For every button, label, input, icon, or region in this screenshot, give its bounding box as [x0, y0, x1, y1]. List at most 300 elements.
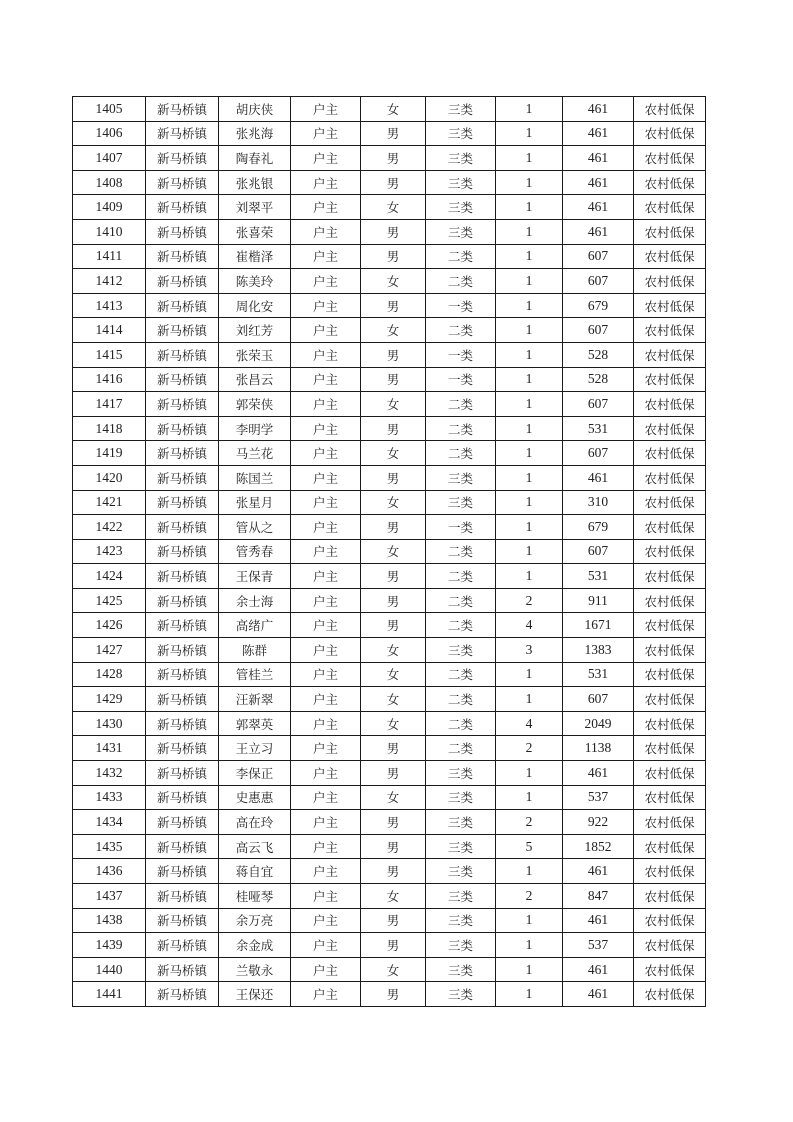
cell-relation: 户主 — [291, 662, 361, 687]
cell-household-size: 3 — [496, 638, 563, 663]
table-row — [73, 933, 706, 958]
cell-serial-number: 1414 — [73, 318, 146, 343]
cell-name: 余金成 — [219, 933, 291, 958]
cell-serial-number: 1440 — [73, 957, 146, 982]
cell-town: 新马桥镇 — [146, 908, 219, 933]
cell-name: 刘红芳 — [219, 318, 291, 343]
cell-household-size: 5 — [496, 834, 563, 859]
cell-relief-type: 农村低保 — [634, 342, 706, 367]
cell-relief-type: 农村低保 — [634, 588, 706, 613]
cell-gender: 女 — [361, 490, 426, 515]
cell-amount: 607 — [563, 687, 634, 712]
cell-serial-number: 1439 — [73, 933, 146, 958]
cell-relation: 户主 — [291, 957, 361, 982]
cell-serial-number: 1429 — [73, 687, 146, 712]
cell-gender: 女 — [361, 441, 426, 466]
cell-relation: 户主 — [291, 293, 361, 318]
cell-relation: 户主 — [291, 416, 361, 441]
cell-name: 史惠惠 — [219, 785, 291, 810]
cell-relation: 户主 — [291, 170, 361, 195]
cell-amount: 607 — [563, 441, 634, 466]
cell-relief-type: 农村低保 — [634, 392, 706, 417]
table-row — [73, 318, 706, 343]
cell-relief-type: 农村低保 — [634, 564, 706, 589]
cell-relation: 户主 — [291, 564, 361, 589]
cell-household-size: 1 — [496, 244, 563, 269]
cell-name: 陈群 — [219, 638, 291, 663]
table-row — [73, 834, 706, 859]
cell-amount: 2049 — [563, 711, 634, 736]
cell-household-size: 1 — [496, 761, 563, 786]
cell-gender: 男 — [361, 146, 426, 171]
cell-amount: 461 — [563, 908, 634, 933]
table-row — [73, 170, 706, 195]
cell-name: 蒋自宜 — [219, 859, 291, 884]
cell-category: 二类 — [426, 441, 496, 466]
cell-relation: 户主 — [291, 121, 361, 146]
table-row — [73, 736, 706, 761]
cell-category: 三类 — [426, 810, 496, 835]
cell-serial-number: 1405 — [73, 97, 146, 122]
cell-name: 李明学 — [219, 416, 291, 441]
cell-gender: 男 — [361, 170, 426, 195]
cell-serial-number: 1419 — [73, 441, 146, 466]
cell-amount: 607 — [563, 539, 634, 564]
cell-serial-number: 1432 — [73, 761, 146, 786]
cell-serial-number: 1431 — [73, 736, 146, 761]
cell-relief-type: 农村低保 — [634, 539, 706, 564]
cell-name: 管从之 — [219, 515, 291, 540]
cell-gender: 男 — [361, 564, 426, 589]
cell-amount: 528 — [563, 367, 634, 392]
cell-relief-type: 农村低保 — [634, 687, 706, 712]
cell-amount: 461 — [563, 97, 634, 122]
cell-name: 王立习 — [219, 736, 291, 761]
cell-serial-number: 1423 — [73, 539, 146, 564]
cell-gender: 男 — [361, 834, 426, 859]
cell-gender: 女 — [361, 195, 426, 220]
cell-relation: 户主 — [291, 392, 361, 417]
cell-town: 新马桥镇 — [146, 342, 219, 367]
cell-serial-number: 1416 — [73, 367, 146, 392]
cell-gender: 男 — [361, 613, 426, 638]
cell-relief-type: 农村低保 — [634, 785, 706, 810]
cell-category: 一类 — [426, 293, 496, 318]
cell-gender: 女 — [361, 687, 426, 712]
cell-relief-type: 农村低保 — [634, 957, 706, 982]
table-row — [73, 613, 706, 638]
cell-household-size: 1 — [496, 465, 563, 490]
cell-gender: 男 — [361, 588, 426, 613]
cell-town: 新马桥镇 — [146, 293, 219, 318]
cell-town: 新马桥镇 — [146, 269, 219, 294]
cell-town: 新马桥镇 — [146, 638, 219, 663]
relief-roster-table — [72, 96, 706, 1007]
cell-town: 新马桥镇 — [146, 146, 219, 171]
cell-serial-number: 1430 — [73, 711, 146, 736]
cell-amount: 1138 — [563, 736, 634, 761]
cell-category: 一类 — [426, 515, 496, 540]
cell-amount: 1852 — [563, 834, 634, 859]
cell-serial-number: 1421 — [73, 490, 146, 515]
cell-name: 兰敬永 — [219, 957, 291, 982]
cell-amount: 679 — [563, 293, 634, 318]
cell-household-size: 1 — [496, 170, 563, 195]
cell-relation: 户主 — [291, 269, 361, 294]
cell-household-size: 1 — [496, 908, 563, 933]
cell-relief-type: 农村低保 — [634, 293, 706, 318]
cell-relation: 户主 — [291, 146, 361, 171]
cell-amount: 537 — [563, 933, 634, 958]
cell-category: 二类 — [426, 662, 496, 687]
cell-category: 二类 — [426, 711, 496, 736]
table-row — [73, 810, 706, 835]
cell-relief-type: 农村低保 — [634, 195, 706, 220]
cell-name: 张兆银 — [219, 170, 291, 195]
cell-relation: 户主 — [291, 318, 361, 343]
cell-gender: 男 — [361, 761, 426, 786]
cell-relief-type: 农村低保 — [634, 219, 706, 244]
cell-relation: 户主 — [291, 736, 361, 761]
cell-town: 新马桥镇 — [146, 195, 219, 220]
cell-relief-type: 农村低保 — [634, 736, 706, 761]
cell-town: 新马桥镇 — [146, 982, 219, 1007]
table-row — [73, 564, 706, 589]
cell-category: 三类 — [426, 834, 496, 859]
cell-category: 二类 — [426, 736, 496, 761]
cell-category: 三类 — [426, 957, 496, 982]
cell-town: 新马桥镇 — [146, 884, 219, 909]
cell-relief-type: 农村低保 — [634, 146, 706, 171]
cell-household-size: 1 — [496, 392, 563, 417]
cell-relation: 户主 — [291, 687, 361, 712]
cell-relation: 户主 — [291, 711, 361, 736]
cell-town: 新马桥镇 — [146, 219, 219, 244]
cell-serial-number: 1441 — [73, 982, 146, 1007]
cell-household-size: 1 — [496, 97, 563, 122]
cell-relief-type: 农村低保 — [634, 97, 706, 122]
table-row — [73, 884, 706, 909]
cell-gender: 男 — [361, 367, 426, 392]
cell-household-size: 1 — [496, 662, 563, 687]
cell-household-size: 1 — [496, 342, 563, 367]
cell-relation: 户主 — [291, 342, 361, 367]
cell-household-size: 1 — [496, 121, 563, 146]
cell-name: 李保正 — [219, 761, 291, 786]
cell-category: 三类 — [426, 219, 496, 244]
cell-gender: 女 — [361, 269, 426, 294]
cell-amount: 1383 — [563, 638, 634, 663]
cell-town: 新马桥镇 — [146, 441, 219, 466]
cell-relief-type: 农村低保 — [634, 269, 706, 294]
cell-household-size: 1 — [496, 269, 563, 294]
cell-amount: 461 — [563, 170, 634, 195]
cell-category: 三类 — [426, 859, 496, 884]
cell-household-size: 1 — [496, 785, 563, 810]
cell-town: 新马桥镇 — [146, 761, 219, 786]
cell-name: 王保青 — [219, 564, 291, 589]
cell-relation: 户主 — [291, 244, 361, 269]
cell-name: 郭荣侠 — [219, 392, 291, 417]
cell-gender: 男 — [361, 293, 426, 318]
table-row — [73, 416, 706, 441]
cell-relation: 户主 — [291, 465, 361, 490]
cell-name: 胡庆侠 — [219, 97, 291, 122]
cell-relation: 户主 — [291, 908, 361, 933]
cell-serial-number: 1418 — [73, 416, 146, 441]
cell-category: 三类 — [426, 933, 496, 958]
cell-name: 张兆海 — [219, 121, 291, 146]
cell-serial-number: 1424 — [73, 564, 146, 589]
cell-amount: 1671 — [563, 613, 634, 638]
table-row — [73, 490, 706, 515]
cell-amount: 531 — [563, 662, 634, 687]
cell-serial-number: 1406 — [73, 121, 146, 146]
cell-name: 陈国兰 — [219, 465, 291, 490]
cell-town: 新马桥镇 — [146, 416, 219, 441]
cell-gender: 女 — [361, 785, 426, 810]
cell-name: 陶春礼 — [219, 146, 291, 171]
cell-gender: 女 — [361, 957, 426, 982]
cell-relief-type: 农村低保 — [634, 859, 706, 884]
cell-relation: 户主 — [291, 588, 361, 613]
cell-serial-number: 1407 — [73, 146, 146, 171]
cell-gender: 男 — [361, 121, 426, 146]
cell-category: 二类 — [426, 539, 496, 564]
table-row — [73, 662, 706, 687]
cell-town: 新马桥镇 — [146, 564, 219, 589]
cell-household-size: 1 — [496, 441, 563, 466]
cell-household-size: 4 — [496, 613, 563, 638]
cell-category: 三类 — [426, 146, 496, 171]
cell-category: 三类 — [426, 490, 496, 515]
cell-relation: 户主 — [291, 785, 361, 810]
cell-serial-number: 1425 — [73, 588, 146, 613]
cell-amount: 531 — [563, 564, 634, 589]
cell-gender: 女 — [361, 884, 426, 909]
cell-amount: 607 — [563, 269, 634, 294]
cell-gender: 男 — [361, 810, 426, 835]
cell-category: 二类 — [426, 564, 496, 589]
table-row — [73, 97, 706, 122]
cell-relief-type: 农村低保 — [634, 908, 706, 933]
cell-amount: 461 — [563, 982, 634, 1007]
cell-relief-type: 农村低保 — [634, 515, 706, 540]
cell-relief-type: 农村低保 — [634, 613, 706, 638]
table-row — [73, 711, 706, 736]
cell-relation: 户主 — [291, 539, 361, 564]
cell-town: 新马桥镇 — [146, 736, 219, 761]
cell-town: 新马桥镇 — [146, 810, 219, 835]
table-row — [73, 908, 706, 933]
cell-name: 管秀春 — [219, 539, 291, 564]
cell-household-size: 4 — [496, 711, 563, 736]
cell-serial-number: 1427 — [73, 638, 146, 663]
cell-household-size: 1 — [496, 957, 563, 982]
cell-household-size: 1 — [496, 293, 563, 318]
cell-serial-number: 1422 — [73, 515, 146, 540]
cell-relation: 户主 — [291, 97, 361, 122]
cell-serial-number: 1420 — [73, 465, 146, 490]
cell-gender: 男 — [361, 982, 426, 1007]
table-row — [73, 441, 706, 466]
cell-town: 新马桥镇 — [146, 834, 219, 859]
cell-serial-number: 1433 — [73, 785, 146, 810]
cell-serial-number: 1413 — [73, 293, 146, 318]
cell-relief-type: 农村低保 — [634, 121, 706, 146]
cell-relief-type: 农村低保 — [634, 761, 706, 786]
cell-gender: 男 — [361, 416, 426, 441]
cell-relief-type: 农村低保 — [634, 416, 706, 441]
cell-amount: 461 — [563, 195, 634, 220]
cell-relief-type: 农村低保 — [634, 662, 706, 687]
cell-gender: 女 — [361, 662, 426, 687]
cell-town: 新马桥镇 — [146, 367, 219, 392]
cell-relation: 户主 — [291, 441, 361, 466]
cell-category: 二类 — [426, 416, 496, 441]
cell-serial-number: 1409 — [73, 195, 146, 220]
cell-amount: 528 — [563, 342, 634, 367]
table-body — [73, 97, 706, 1007]
cell-category: 三类 — [426, 170, 496, 195]
table-row — [73, 121, 706, 146]
table-row — [73, 761, 706, 786]
cell-amount: 461 — [563, 761, 634, 786]
table-row — [73, 588, 706, 613]
cell-relief-type: 农村低保 — [634, 834, 706, 859]
cell-amount: 461 — [563, 957, 634, 982]
table-row — [73, 269, 706, 294]
cell-relation: 户主 — [291, 515, 361, 540]
cell-serial-number: 1415 — [73, 342, 146, 367]
cell-relief-type: 农村低保 — [634, 441, 706, 466]
cell-amount: 310 — [563, 490, 634, 515]
cell-category: 三类 — [426, 97, 496, 122]
cell-relief-type: 农村低保 — [634, 711, 706, 736]
cell-category: 三类 — [426, 785, 496, 810]
cell-household-size: 1 — [496, 219, 563, 244]
cell-gender: 男 — [361, 859, 426, 884]
table-row — [73, 638, 706, 663]
cell-serial-number: 1417 — [73, 392, 146, 417]
cell-gender: 男 — [361, 219, 426, 244]
cell-serial-number: 1408 — [73, 170, 146, 195]
cell-amount: 607 — [563, 244, 634, 269]
cell-category: 三类 — [426, 761, 496, 786]
cell-household-size: 1 — [496, 859, 563, 884]
table-row — [73, 195, 706, 220]
cell-name: 马兰花 — [219, 441, 291, 466]
cell-household-size: 1 — [496, 687, 563, 712]
cell-relation: 户主 — [291, 982, 361, 1007]
cell-serial-number: 1428 — [73, 662, 146, 687]
cell-category: 一类 — [426, 367, 496, 392]
cell-category: 二类 — [426, 318, 496, 343]
cell-gender: 女 — [361, 392, 426, 417]
cell-amount: 461 — [563, 121, 634, 146]
cell-serial-number: 1438 — [73, 908, 146, 933]
table-row — [73, 957, 706, 982]
cell-gender: 女 — [361, 539, 426, 564]
cell-category: 三类 — [426, 908, 496, 933]
cell-category: 三类 — [426, 982, 496, 1007]
table-row — [73, 982, 706, 1007]
cell-relief-type: 农村低保 — [634, 490, 706, 515]
table-row — [73, 219, 706, 244]
table-row — [73, 146, 706, 171]
table-row — [73, 515, 706, 540]
cell-category: 二类 — [426, 613, 496, 638]
cell-household-size: 2 — [496, 588, 563, 613]
cell-serial-number: 1437 — [73, 884, 146, 909]
cell-town: 新马桥镇 — [146, 392, 219, 417]
cell-serial-number: 1411 — [73, 244, 146, 269]
cell-household-size: 1 — [496, 367, 563, 392]
cell-relief-type: 农村低保 — [634, 933, 706, 958]
table-row — [73, 293, 706, 318]
cell-gender: 男 — [361, 933, 426, 958]
cell-relation: 户主 — [291, 859, 361, 884]
cell-name: 郭翠英 — [219, 711, 291, 736]
cell-town: 新马桥镇 — [146, 662, 219, 687]
cell-relation: 户主 — [291, 933, 361, 958]
cell-category: 二类 — [426, 269, 496, 294]
cell-name: 高云飞 — [219, 834, 291, 859]
cell-category: 三类 — [426, 884, 496, 909]
cell-relief-type: 农村低保 — [634, 170, 706, 195]
cell-town: 新马桥镇 — [146, 588, 219, 613]
cell-category: 一类 — [426, 342, 496, 367]
cell-relation: 户主 — [291, 219, 361, 244]
cell-amount: 537 — [563, 785, 634, 810]
cell-name: 张荣玉 — [219, 342, 291, 367]
cell-category: 三类 — [426, 638, 496, 663]
cell-serial-number: 1426 — [73, 613, 146, 638]
cell-gender: 女 — [361, 318, 426, 343]
cell-town: 新马桥镇 — [146, 318, 219, 343]
cell-category: 二类 — [426, 244, 496, 269]
cell-amount: 461 — [563, 219, 634, 244]
cell-amount: 461 — [563, 146, 634, 171]
cell-household-size: 1 — [496, 564, 563, 589]
cell-gender: 男 — [361, 515, 426, 540]
cell-amount: 607 — [563, 318, 634, 343]
cell-relief-type: 农村低保 — [634, 318, 706, 343]
cell-name: 桂哑琴 — [219, 884, 291, 909]
cell-gender: 女 — [361, 97, 426, 122]
cell-relation: 户主 — [291, 490, 361, 515]
cell-relation: 户主 — [291, 195, 361, 220]
table-row — [73, 244, 706, 269]
cell-relief-type: 农村低保 — [634, 638, 706, 663]
cell-town: 新马桥镇 — [146, 97, 219, 122]
cell-town: 新马桥镇 — [146, 170, 219, 195]
table-row — [73, 539, 706, 564]
cell-amount: 461 — [563, 859, 634, 884]
cell-category: 三类 — [426, 465, 496, 490]
cell-town: 新马桥镇 — [146, 785, 219, 810]
cell-category: 三类 — [426, 195, 496, 220]
cell-gender: 女 — [361, 711, 426, 736]
cell-name: 高在玲 — [219, 810, 291, 835]
cell-amount: 531 — [563, 416, 634, 441]
table-row — [73, 392, 706, 417]
cell-relation: 户主 — [291, 367, 361, 392]
cell-name: 王保还 — [219, 982, 291, 1007]
cell-gender: 男 — [361, 342, 426, 367]
cell-serial-number: 1410 — [73, 219, 146, 244]
cell-household-size: 1 — [496, 515, 563, 540]
